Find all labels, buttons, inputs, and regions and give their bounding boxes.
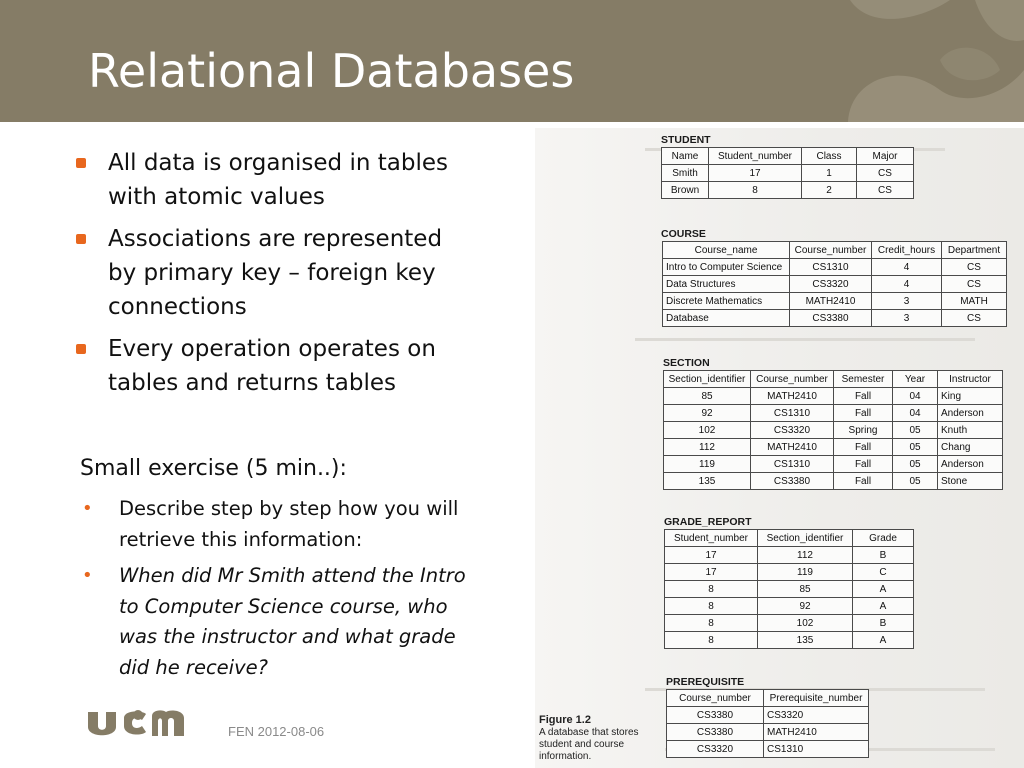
table-cell: 119 (758, 564, 853, 581)
table-cell: 102 (758, 615, 853, 632)
table-row (665, 564, 914, 581)
exercise-list (82, 494, 482, 689)
figure-caption (539, 714, 645, 763)
prerequisite-table-title: PREREQUISITE (666, 676, 745, 688)
table-row (664, 388, 1003, 405)
table-cell: 85 (664, 388, 751, 405)
table-row (663, 293, 1007, 310)
column-header: Student_number (709, 148, 802, 165)
table-cell: 135 (758, 632, 853, 649)
table-cell: CS3320 (764, 707, 869, 724)
student-table-title: STUDENT (661, 134, 711, 146)
table-cell: Data Structures (663, 276, 790, 293)
table-cell: 2 (802, 182, 857, 199)
exercise-text: Describe step by step how you will retrieve this information: (119, 497, 459, 551)
table-cell: A (853, 598, 914, 615)
section-table-title: SECTION (663, 357, 710, 369)
table-cell: 85 (758, 581, 853, 598)
column-header: Year (893, 371, 938, 388)
bullet-square-icon (76, 158, 86, 168)
table-cell: MATH2410 (751, 439, 834, 456)
table-cell: B (853, 615, 914, 632)
exercise-question (82, 561, 482, 683)
slide-header (0, 0, 1024, 122)
table-cell: Fall (834, 439, 893, 456)
table-cell: CS (942, 259, 1007, 276)
table-cell: Smith (662, 165, 709, 182)
table-cell: Knuth (938, 422, 1003, 439)
table-row (665, 632, 914, 649)
table-cell: Brown (662, 182, 709, 199)
table-cell: Intro to Computer Science (663, 259, 790, 276)
table-cell: 05 (893, 456, 938, 473)
section-table (663, 370, 1003, 490)
table-row (662, 182, 914, 199)
table-cell: 92 (664, 405, 751, 422)
column-header: Course_number (751, 371, 834, 388)
table-cell: 112 (664, 439, 751, 456)
table-cell: A (853, 581, 914, 598)
table-cell: CS1310 (751, 405, 834, 422)
table-cell: 17 (665, 564, 758, 581)
column-header: Class (802, 148, 857, 165)
table-cell: Fall (834, 456, 893, 473)
table-cell: Spring (834, 422, 893, 439)
table-cell: CS (857, 165, 914, 182)
table-cell: Chang (938, 439, 1003, 456)
grade-report-table-title: GRADE_REPORT (664, 516, 752, 528)
exercise-title: Small exercise (5 min..): (80, 456, 347, 481)
column-header: Prerequisite_number (764, 690, 869, 707)
table-row (663, 259, 1007, 276)
bullet-item (74, 332, 474, 400)
table-cell: CS3380 (667, 724, 764, 741)
table-cell: 8 (665, 632, 758, 649)
table-row (663, 310, 1007, 327)
table-cell: 17 (665, 547, 758, 564)
table-cell: 119 (664, 456, 751, 473)
table-row (665, 581, 914, 598)
exercise-item (82, 494, 482, 555)
table-cell: CS (942, 276, 1007, 293)
table-cell: 135 (664, 473, 751, 490)
table-row (665, 547, 914, 564)
bullet-square-icon (76, 344, 86, 354)
table-cell: 4 (872, 276, 942, 293)
table-cell: MATH (942, 293, 1007, 310)
database-figure (535, 128, 1024, 768)
table-cell: 3 (872, 310, 942, 327)
bullet-text: Associations are represented by primary key – foreign key connections (108, 226, 443, 320)
table-header-row (667, 690, 869, 707)
figure-caption-text: A database that stores student and course information. (539, 727, 639, 762)
table-cell: 04 (893, 388, 938, 405)
student-table (661, 147, 914, 199)
table-row (662, 165, 914, 182)
column-header: Credit_hours (872, 242, 942, 259)
table-cell: Discrete Mathematics (663, 293, 790, 310)
table-cell: 05 (893, 473, 938, 490)
table-cell: Fall (834, 405, 893, 422)
column-header: Semester (834, 371, 893, 388)
bullet-dot-icon: • (82, 498, 93, 519)
column-header: Course_number (790, 242, 872, 259)
table-row (664, 456, 1003, 473)
faded-text-line (635, 338, 975, 341)
table-cell: 8 (665, 581, 758, 598)
column-header: Section_identifier (758, 530, 853, 547)
slide-title: Relational Databases (88, 44, 575, 98)
column-header: Course_number (667, 690, 764, 707)
prerequisite-table (666, 689, 869, 758)
table-cell: CS3380 (751, 473, 834, 490)
main-bullet-list (74, 146, 474, 408)
table-cell: 05 (893, 439, 938, 456)
table-cell: C (853, 564, 914, 581)
bullet-text: All data is organised in tables with atomic values (108, 150, 448, 210)
table-cell: King (938, 388, 1003, 405)
table-cell: CS (942, 310, 1007, 327)
column-header: Grade (853, 530, 914, 547)
table-cell: Fall (834, 388, 893, 405)
table-cell: 8 (709, 182, 802, 199)
table-cell: Stone (938, 473, 1003, 490)
bullet-item (74, 222, 474, 324)
table-cell: CS1310 (764, 741, 869, 758)
column-header: Section_identifier (664, 371, 751, 388)
table-header-row (664, 371, 1003, 388)
table-cell: CS3320 (790, 276, 872, 293)
table-cell: Anderson (938, 405, 1003, 422)
table-cell: 102 (664, 422, 751, 439)
table-cell: 3 (872, 293, 942, 310)
table-row (667, 724, 869, 741)
table-cell: CS3320 (667, 741, 764, 758)
column-header: Department (942, 242, 1007, 259)
table-cell: CS (857, 182, 914, 199)
bullet-dot-icon: • (82, 565, 93, 586)
table-cell: 8 (665, 598, 758, 615)
table-row (665, 598, 914, 615)
table-cell: 4 (872, 259, 942, 276)
table-cell: 8 (665, 615, 758, 632)
table-cell: CS1310 (790, 259, 872, 276)
exercise-text: When did Mr Smith attend the Intro to Computer Science course, who was the instructor and what grade did he receive? (119, 564, 466, 679)
table-cell: Anderson (938, 456, 1003, 473)
table-cell: A (853, 632, 914, 649)
table-row (664, 405, 1003, 422)
table-row (664, 422, 1003, 439)
course-table (662, 241, 1007, 327)
table-row (667, 741, 869, 758)
table-cell: 112 (758, 547, 853, 564)
table-cell: CS1310 (751, 456, 834, 473)
table-cell: MATH2410 (751, 388, 834, 405)
table-cell: CS3380 (667, 707, 764, 724)
table-row (665, 615, 914, 632)
table-cell: CS3380 (790, 310, 872, 327)
table-row (667, 707, 869, 724)
table-row (664, 439, 1003, 456)
table-header-row (665, 530, 914, 547)
column-header: Name (662, 148, 709, 165)
footer-date: FEN 2012-08-06 (228, 724, 325, 739)
table-cell: 05 (893, 422, 938, 439)
table-row (663, 276, 1007, 293)
column-header: Instructor (938, 371, 1003, 388)
bullet-square-icon (76, 234, 86, 244)
grade-report-table (664, 529, 914, 649)
table-cell: 17 (709, 165, 802, 182)
table-header-row (662, 148, 914, 165)
bullet-item (74, 146, 474, 214)
table-cell: MATH2410 (790, 293, 872, 310)
table-cell: 04 (893, 405, 938, 422)
table-row (664, 473, 1003, 490)
table-cell: MATH2410 (764, 724, 869, 741)
table-cell: Fall (834, 473, 893, 490)
bullet-text: Every operation operates on tables and returns tables (108, 336, 436, 396)
figure-caption-title: Figure 1.2 (539, 714, 591, 726)
column-header: Student_number (665, 530, 758, 547)
table-cell: 92 (758, 598, 853, 615)
table-cell: B (853, 547, 914, 564)
column-header: Course_name (663, 242, 790, 259)
table-cell: CS3320 (751, 422, 834, 439)
course-table-title: COURSE (661, 228, 706, 240)
table-cell: 1 (802, 165, 857, 182)
table-header-row (663, 242, 1007, 259)
table-cell: Database (663, 310, 790, 327)
ucn-logo-icon (86, 706, 192, 740)
column-header: Major (857, 148, 914, 165)
